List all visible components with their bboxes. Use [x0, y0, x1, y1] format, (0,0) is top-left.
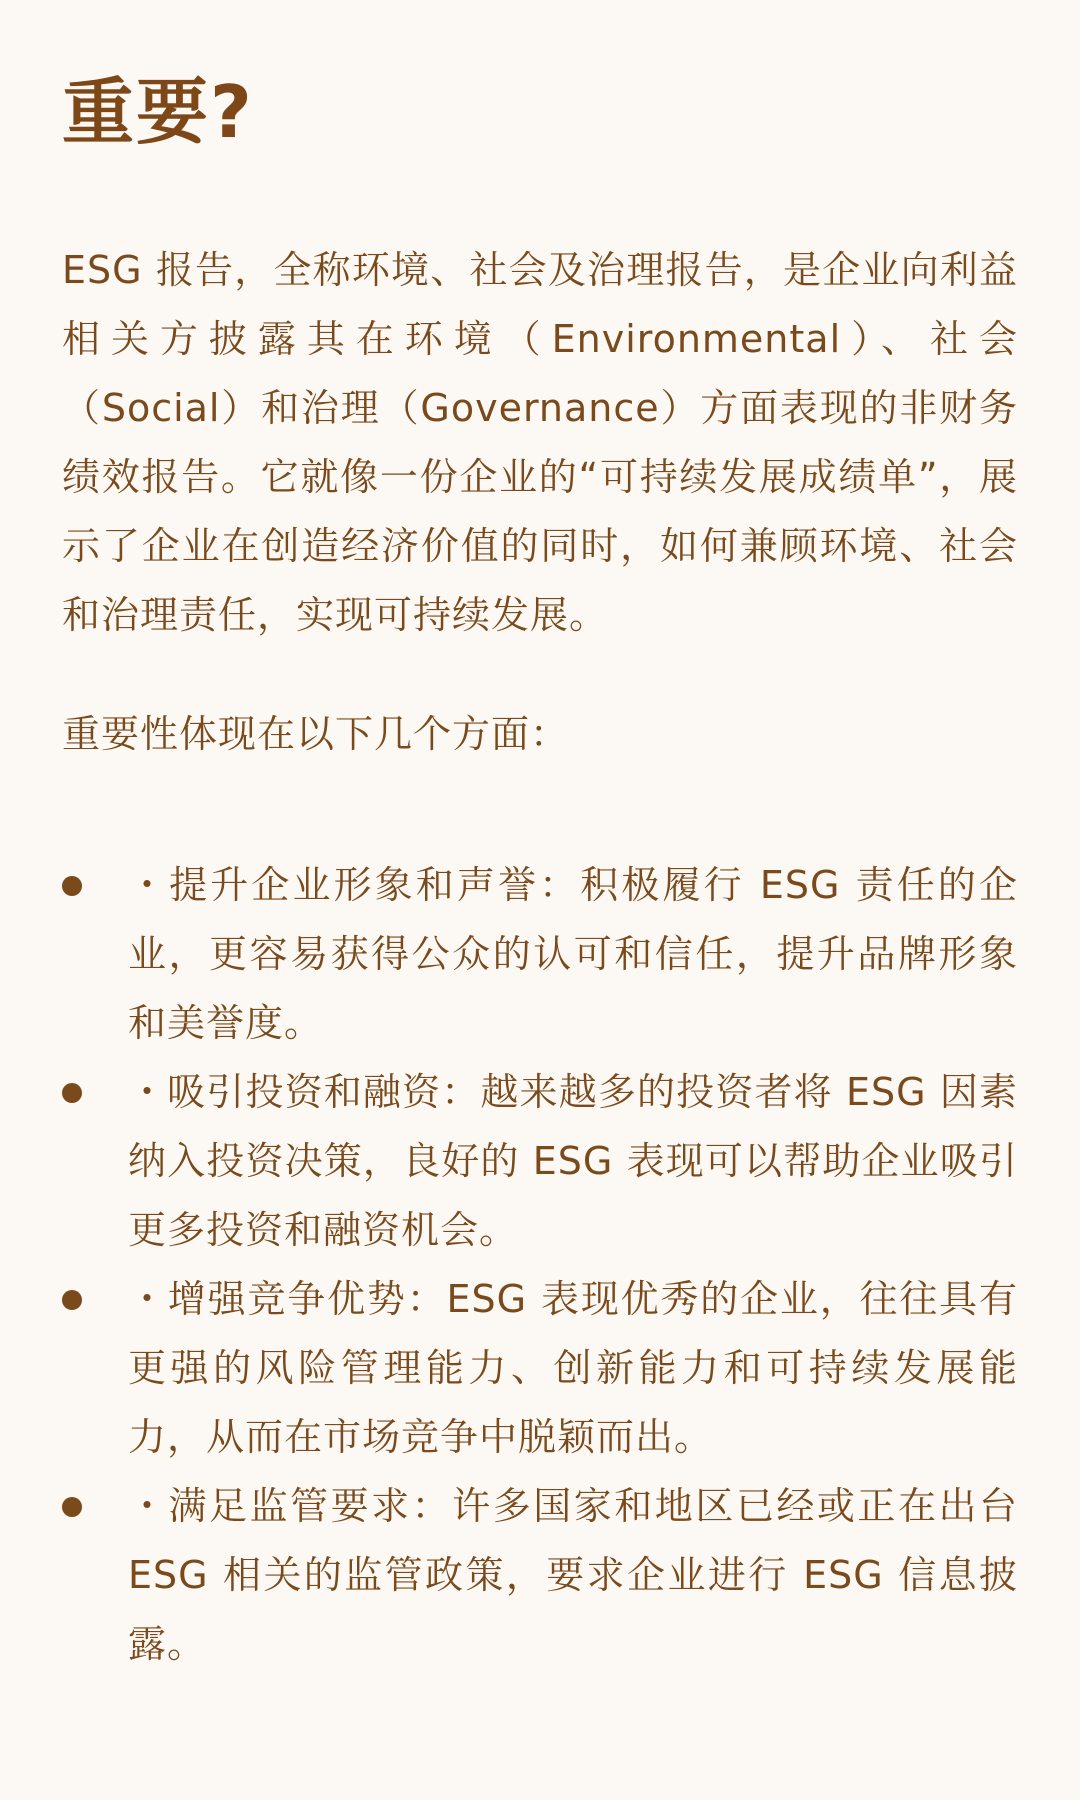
bullet-dot-icon — [62, 1083, 82, 1103]
bullet-dot-icon — [62, 1290, 82, 1310]
bullet-text: ・满足监管要求：许多国家和地区已经或正在出台 ESG 相关的监管政策，要求企业进行 ESG 信息披露。 — [128, 1484, 1018, 1666]
list-item — [62, 1058, 1018, 1265]
bullet-list — [62, 851, 1018, 1679]
lead-text: 重要性体现在以下几个方面： — [62, 712, 570, 756]
list-item — [62, 1265, 1018, 1472]
list-item — [62, 851, 1018, 1058]
list-item — [62, 1472, 1018, 1679]
bullet-text: ・增强竞争优势：ESG 表现优秀的企业，往往具有更强的风险管理能力、创新能力和可持续发展能力，从而在市场竞争中脱颖而出。 — [128, 1277, 1018, 1459]
bullet-dot-icon — [62, 1497, 82, 1517]
intro-paragraph: ESG 报告，全称环境、社会及治理报告，是企业向利益相关方披露其在环境（Environmental）、社会（Social）和治理（Governance）方面表现的非财务绩效报告。它就像一份企业的“可持续发展成绩单”，展示了企业在创造经济价值的同时，如何兼顾环境、社会和治理责任，实现可持续发展。 — [62, 248, 1018, 637]
bullet-text: ・吸引投资和融资：越来越多的投资者将 ESG 因素纳入投资决策，良好的 ESG 表现可以帮助企业吸引更多投资和融资机会。 — [128, 1070, 1018, 1252]
page-title: 重要? — [62, 70, 254, 154]
bullet-dot-icon — [62, 876, 82, 896]
bullet-text: ・提升企业形象和声誉：积极履行 ESG 责任的企业，更容易获得公众的认可和信任，提升品牌形象和美誉度。 — [128, 863, 1018, 1045]
